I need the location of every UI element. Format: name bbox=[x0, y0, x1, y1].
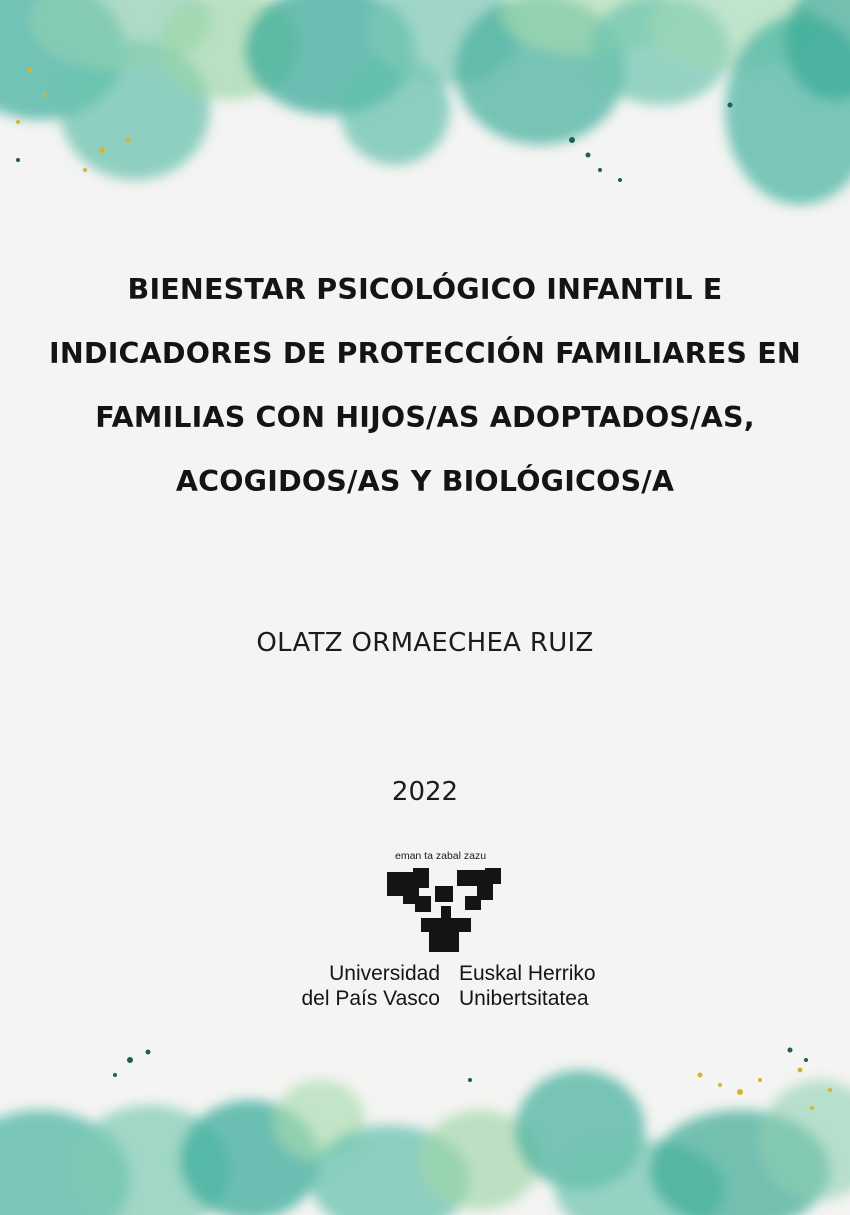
university-name-spanish bbox=[280, 961, 440, 1011]
title-line: FAMILIAS CON HIJOS/AS ADOPTADOS/AS, bbox=[95, 401, 755, 434]
title-line: BIENESTAR PSICOLÓGICO INFANTIL E bbox=[127, 273, 723, 306]
watercolor-top-decoration bbox=[0, 0, 850, 240]
university-name-line: Unibertsitatea bbox=[459, 987, 589, 1010]
title-line: INDICADORES DE PROTECCIÓN FAMILIARES EN bbox=[49, 337, 801, 370]
university-motto: eman ta zabal zazu bbox=[395, 850, 487, 862]
university-logo-icon bbox=[385, 866, 503, 954]
book-title bbox=[25, 258, 825, 514]
title-line: ACOGIDOS/AS Y BIOLÓGICOS/A bbox=[175, 465, 675, 498]
university-name-line: Euskal Herriko bbox=[459, 962, 596, 985]
university-name-line: del País Vasco bbox=[301, 987, 440, 1010]
publication-year: 2022 bbox=[391, 777, 459, 807]
watercolor-bottom-decoration bbox=[0, 1030, 850, 1215]
author-name: OLATZ ORMAECHEA RUIZ bbox=[256, 628, 594, 658]
university-name-line: Universidad bbox=[329, 962, 440, 985]
university-name-basque bbox=[459, 961, 629, 1011]
